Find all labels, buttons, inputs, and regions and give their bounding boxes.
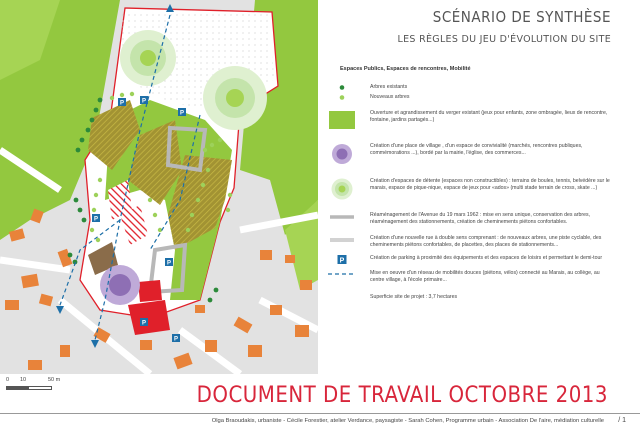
- scale-mid: 10: [20, 377, 27, 383]
- village-square-icon: [322, 143, 362, 171]
- scale-zero: 0: [6, 377, 10, 383]
- parking-marker: [140, 318, 148, 327]
- village-square: [100, 265, 140, 305]
- svg-text:P: P: [93, 216, 99, 223]
- svg-text:P: P: [173, 336, 179, 343]
- parking-marker: [172, 334, 180, 343]
- svg-text:P: P: [119, 100, 125, 107]
- parking-marker: [178, 108, 186, 117]
- svg-text:P: P: [141, 98, 147, 105]
- parking-marker: [165, 258, 173, 267]
- svg-text:P: P: [166, 260, 172, 267]
- parking-marker: [140, 96, 148, 105]
- relaxation-area-icon: [322, 178, 362, 206]
- soft-mobility-line-icon: [322, 270, 362, 298]
- parking-marker: [118, 98, 126, 107]
- page-title: SCÉNARIO DE SYNTHÈSE: [432, 8, 611, 26]
- page-subtitle: LES RÈGLES DU JEU D'ÉVOLUTION DU SITE: [397, 34, 611, 45]
- orchard-swatch-icon: [322, 110, 362, 138]
- parking-marker: [92, 214, 100, 223]
- scale-end: 50 m: [48, 377, 61, 383]
- footer-credits: Olga Braoudakis, urbaniste - Cécile Forestier, atelier Verdance, paysagiste - Sarah Cohen, Programme urbain - Association De l'aire, médiation culturelle: [211, 418, 604, 424]
- page-number: / 1: [618, 417, 626, 424]
- svg-text:P: P: [141, 320, 147, 327]
- footer-divider: [0, 413, 640, 414]
- svg-text:P: P: [179, 110, 185, 117]
- legend-heading: Espaces Publics, Espaces de rencontres, Mobilité: [340, 66, 471, 72]
- svg-text:P: P: [339, 257, 345, 265]
- site-plan-map: [0, 0, 318, 374]
- document-status-title: DOCUMENT DE TRAVAIL OCTOBRE 2013: [196, 383, 608, 408]
